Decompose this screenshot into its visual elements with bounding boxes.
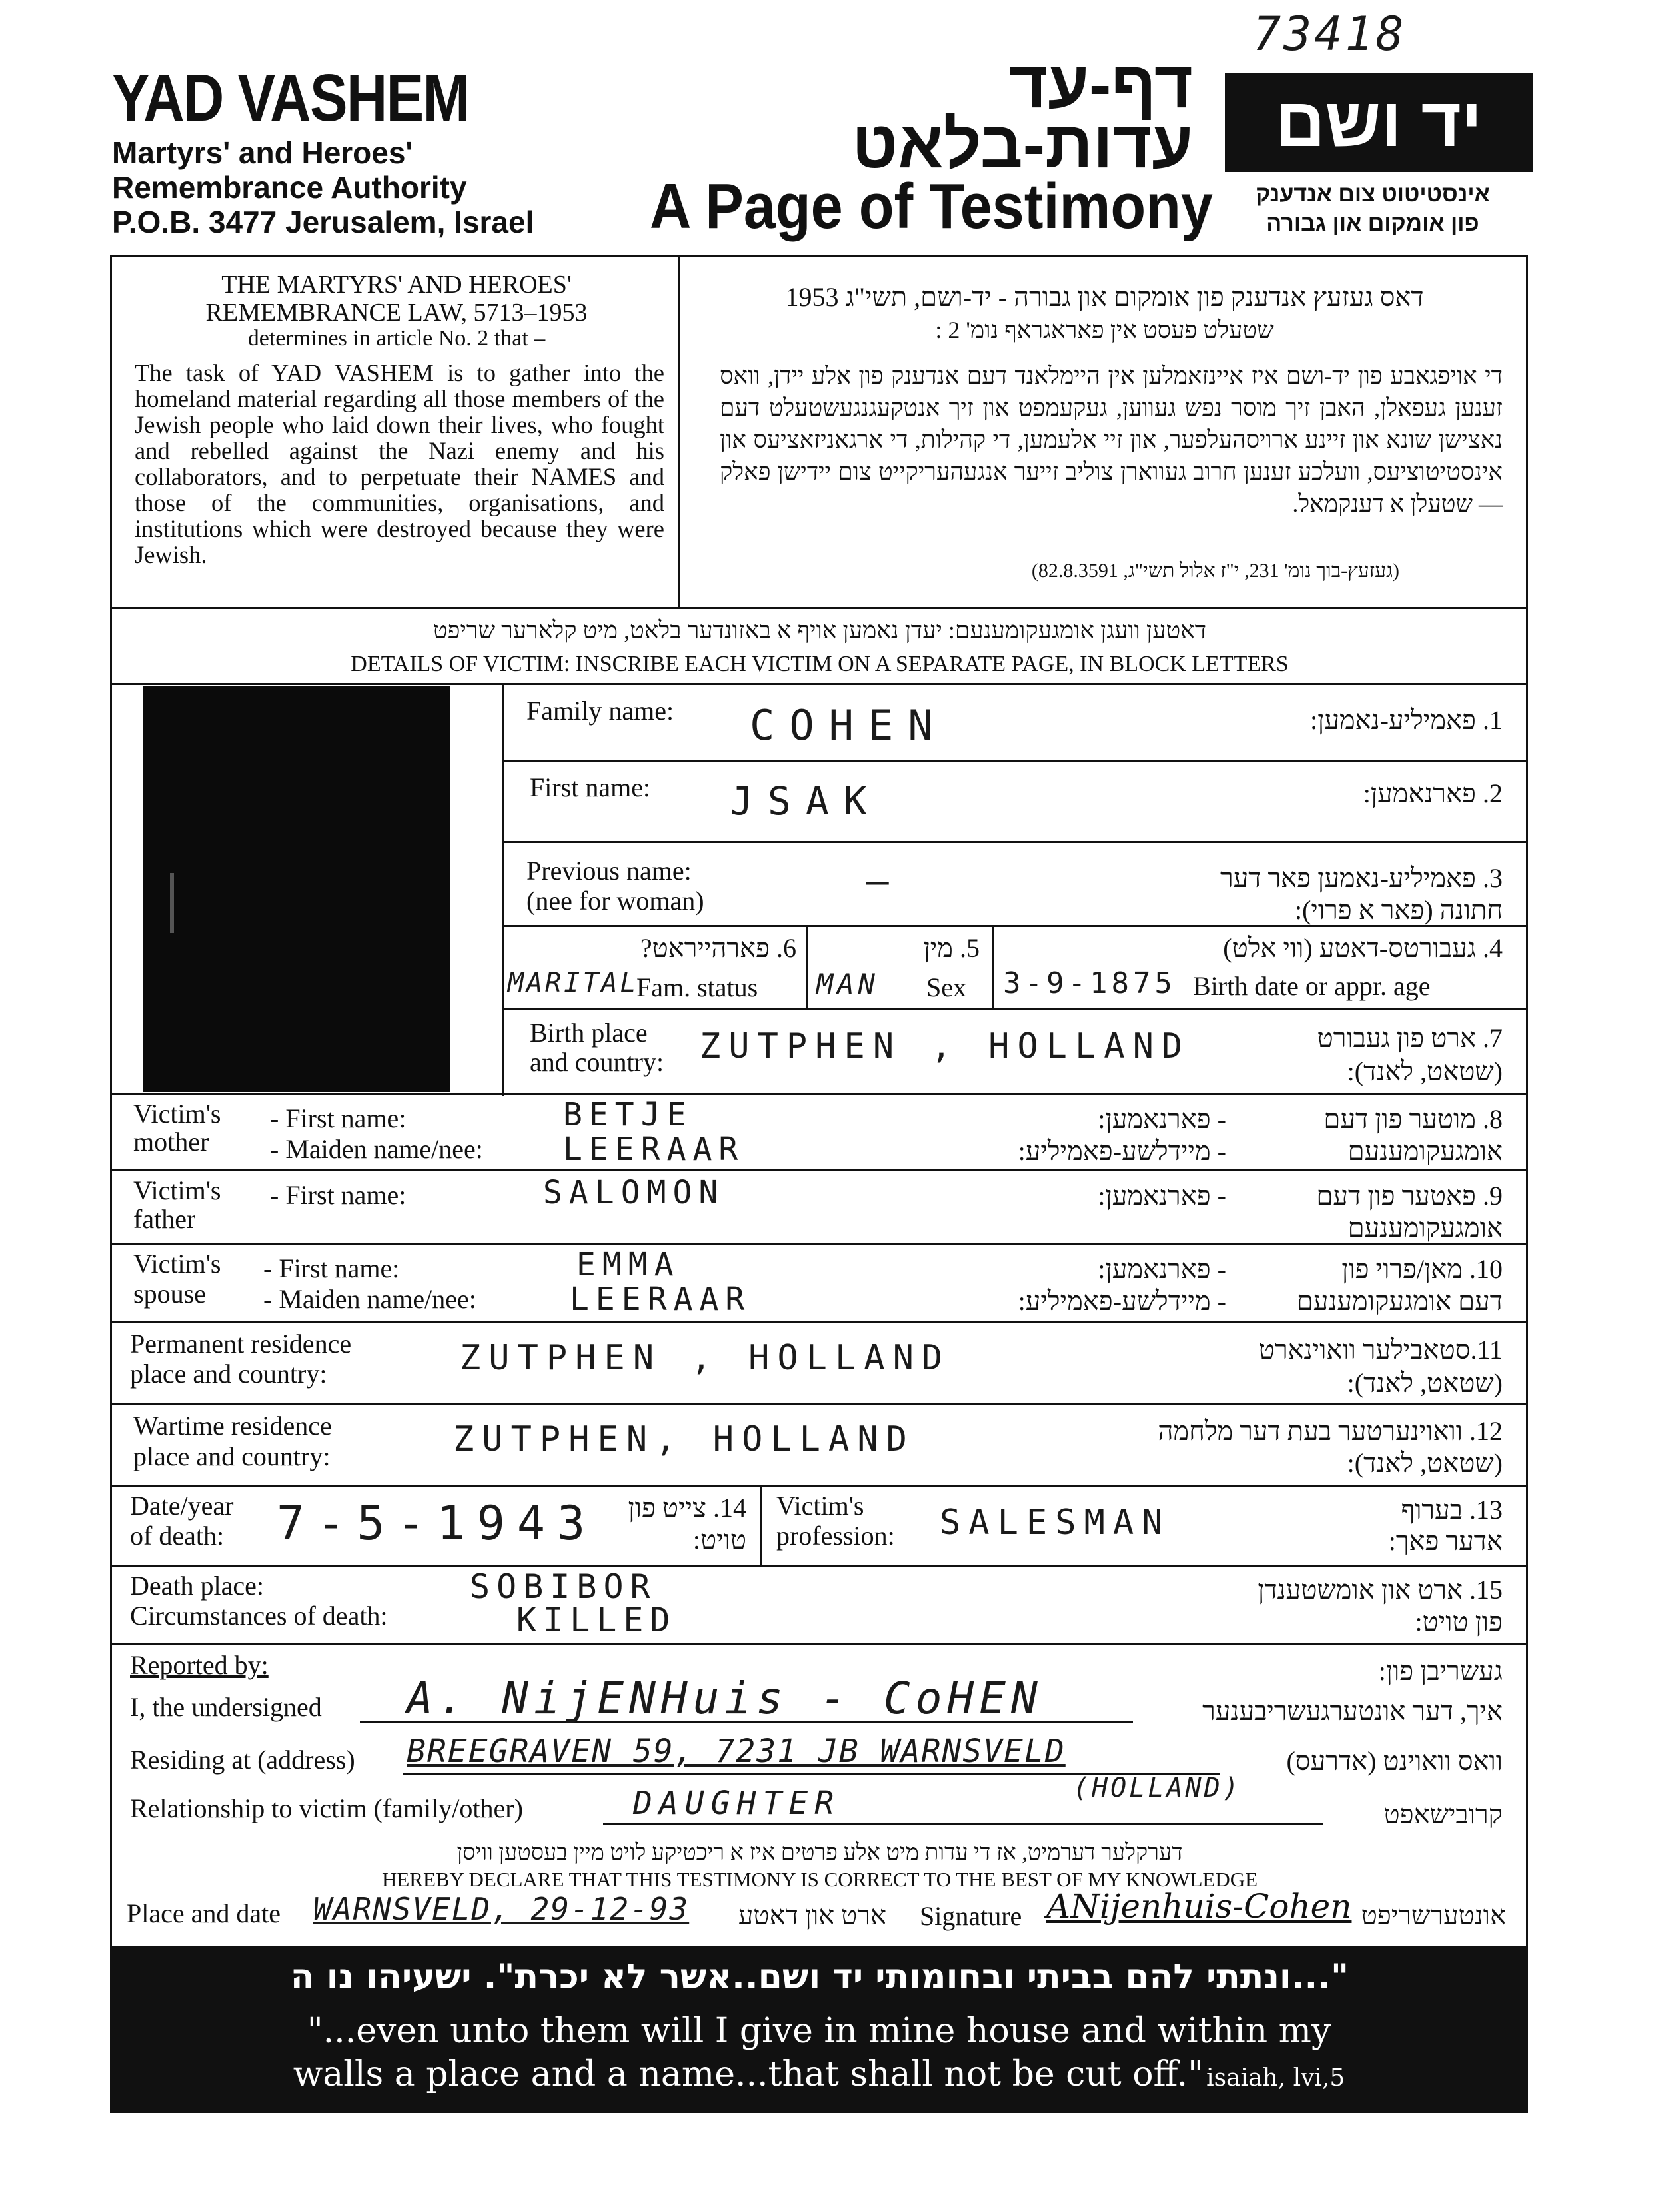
wartime-heb-1: 12. וואוינערטער בעת דער מלחמה	[1158, 1416, 1503, 1446]
law-yi-body: די אויפגאבע פון יד-ושם איז איינזאמלען אין היימלאנד דעם אנדענק פון אלע יידן, וואס זענען געפאלן, האבן זיך מוסר נפש געווען, געקעמפט און זיך אנטקעגנגעשטעלט דעם נאצישן שונא און זיינע ארויסהעלפער, און זיי אלעמען, די קהילות, די ארגאניזאציעס און אינסטיטוציעס, וועלכע זענען חרוב געווארן צוליב זייער אנגעהעריקייט צום יידישן פאלק — שטעלן א דענקמאל.	[720, 363, 1503, 517]
permanent-heb-2: (שטאט, לאנד):	[1347, 1368, 1503, 1398]
death-date-label-1: Date/year	[130, 1491, 234, 1521]
undersigned-value[interactable]: A. NijENHuis - CoHEN	[407, 1673, 1043, 1724]
law-yi-ref: (געזעץ-בוך נומ' 231, י"ז אלול תשי"ג, 82.8.3591)	[1031, 560, 1399, 582]
father-heb-2: אומגעקומענעם	[1347, 1213, 1503, 1243]
father-title-2: father	[133, 1204, 196, 1234]
sex-label: Sex	[926, 972, 966, 1002]
relation-label: Relationship to victim (family/other)	[130, 1793, 523, 1823]
undersigned-heb: איך, דער אונטערגעשריבענער	[1202, 1696, 1503, 1726]
spouse-title-1: Victim's	[133, 1249, 221, 1279]
death-place-value[interactable]: SOBIBOR	[470, 1567, 657, 1606]
family-name-label: Family name:	[526, 696, 674, 726]
spouse-heb-a: - פארנאמען:	[1098, 1254, 1226, 1284]
details-header-en: DETAILS OF VICTIM: INSCRIBE EACH VICTIM ON A SEPARATE PAGE, IN BLOCK LETTERS	[351, 652, 1289, 676]
mother-maiden-value[interactable]: LEERAAR	[563, 1131, 745, 1168]
father-title-1: Victim's	[133, 1175, 221, 1205]
profession-heb-2: אדער פאך:	[1388, 1526, 1503, 1556]
sex-value[interactable]: MAN	[816, 968, 879, 1000]
spouse-heb-1: 10. מאן/פרוי פון	[1341, 1254, 1503, 1284]
victim-photo	[143, 686, 450, 1092]
reported-by-heb: געשריבן פון:	[1378, 1656, 1503, 1686]
previous-name-value[interactable]: –	[866, 860, 896, 903]
father-first-value[interactable]: SALOMON	[543, 1174, 725, 1211]
logo-text: יד ושם	[1275, 84, 1483, 161]
reported-by-label: Reported by:	[130, 1650, 269, 1680]
mother-heb-1: 8. מוטער פון דעם	[1323, 1104, 1503, 1134]
death-date-heb-2: טויט:	[692, 1525, 746, 1555]
sex-heb: 5. מין	[923, 933, 980, 963]
signature-label: Signature	[920, 1901, 1022, 1931]
place-date-label: Place and date	[127, 1898, 281, 1928]
permanent-value[interactable]: ZUTPHEN , HOLLAND	[460, 1338, 951, 1378]
law-yi-title-2: שטעלט פעסט אין פאראגראף נומ' 2 :	[935, 317, 1274, 343]
birth-place-heb-1: 7. ארט פון געבורט	[1317, 1023, 1503, 1053]
address-value-2[interactable]: (HOLLAND)	[1073, 1773, 1242, 1803]
law-en-title-3: determines in article No. 2 that –	[247, 326, 546, 351]
birth-date-heb: 4. געבורטס-דאטע (ווי אלט)	[1223, 933, 1503, 963]
signature-value[interactable]: ANijenhuis-Cohen	[1046, 1887, 1352, 1926]
law-en-title-2: REMEMBRANCE LAW, 5713–1953	[205, 299, 588, 327]
spouse-label-2: - Maiden name/nee:	[263, 1284, 476, 1314]
permanent-label-2: place and country:	[130, 1359, 327, 1389]
org-subtitle-1: Martyrs' and Heroes'	[112, 135, 413, 170]
permanent-label-1: Permanent residence	[130, 1329, 352, 1359]
address-heb: וואס וואוינט (אדרעס)	[1286, 1746, 1503, 1776]
mother-heb-2: אומגעקומענעם	[1347, 1136, 1503, 1166]
org-address: P.O.B. 3477 Jerusalem, Israel	[112, 205, 534, 239]
org-title: YAD VASHEM	[112, 61, 469, 135]
mother-first-value[interactable]: BETJE	[563, 1096, 693, 1133]
law-en-body: The task of YAD VASHEM is to gather into the homeland material regarding all those members of the Jewish people who laid down their lives, who fought and rebelled against the Nazi enemy and his collaborators, and to perpetuate their NAMES and those of the communities, organisations, and institutions which were destroyed because they were Jewish.	[135, 359, 664, 568]
permanent-heb-1: 11.סטאבילער וואוינארט	[1258, 1335, 1503, 1365]
father-heb-a: - פארנאמען:	[1098, 1181, 1226, 1211]
father-label-1: - First name:	[270, 1180, 407, 1210]
family-name-value[interactable]: COHEN	[750, 701, 948, 750]
wartime-value[interactable]: ZUTPHEN, HOLLAND	[453, 1419, 915, 1459]
first-name-value[interactable]: JSAK	[730, 778, 882, 824]
declare-heb: דערקלער דערמיט, אז די עדות מיט אלע פרטים איז א ריכטיקע לויט מיין בעסטען וויסן	[456, 1840, 1183, 1865]
law-yi-title-1: דאס געזעץ אנדענק פון אומקום און גבורה - יד-ושם, תשי"ג 1953	[785, 282, 1424, 312]
wartime-heb-2: (שטאט, לאנד):	[1347, 1448, 1503, 1478]
org-subtitle-2: Remembrance Authority	[112, 170, 467, 205]
birth-date-label: Birth date or appr. age	[1193, 971, 1431, 1001]
mother-title-2: mother	[133, 1127, 209, 1157]
profession-label-2: profession:	[776, 1521, 895, 1551]
logo-subtitle-2: פון אומקום און גבורה	[1266, 211, 1479, 236]
previous-name-label-1: Previous name:	[526, 856, 692, 886]
family-name-heb: 1. פאמיליע-נאמען:	[1310, 705, 1503, 735]
footer-english-1: "...even unto them will I give in mine house and within my	[307, 2011, 1331, 2051]
spouse-label-1: - First name:	[263, 1253, 400, 1283]
footer-english-2: walls a place and a name...that shall not be cut off."	[293, 2054, 1204, 2094]
footer-english-ref: isaiah, lvi,5	[1206, 2064, 1345, 2092]
yiddish-title-2: עדות-בלאט	[852, 107, 1193, 182]
yiddish-title-1: דף-עד	[1008, 47, 1193, 122]
death-place-heb-1: 15. ארט און אומשטענדן	[1258, 1575, 1503, 1605]
wartime-label-1: Wartime residence	[133, 1411, 332, 1441]
address-label: Residing at (address)	[130, 1745, 355, 1775]
previous-name-label-2: (nee for woman)	[526, 886, 704, 916]
birth-place-value[interactable]: ZUTPHEN , HOLLAND	[700, 1026, 1191, 1066]
page-number: 73418	[1253, 7, 1407, 61]
logo-subtitle-1: אינסטיטוט צום אנדענק	[1256, 181, 1490, 207]
birth-place-label-1: Birth place	[530, 1018, 648, 1048]
death-place-label-1: Death place:	[130, 1571, 264, 1601]
birth-place-heb-2: (שטאט, לאנד):	[1347, 1056, 1503, 1086]
death-date-heb-1: 14. צייט פון	[628, 1493, 746, 1523]
place-date-value[interactable]: WARNSVELD, 29-12-93	[313, 1891, 690, 1927]
birth-place-label-2: and country:	[530, 1047, 664, 1077]
mother-label-1: - First name:	[270, 1103, 407, 1133]
profession-value[interactable]: SALESMAN	[940, 1503, 1171, 1543]
mother-title-1: Victim's	[133, 1099, 221, 1129]
previous-name-heb-2: חתונה (פאר א פרוי):	[1294, 895, 1503, 925]
marital-value[interactable]: MARITAL	[508, 968, 639, 998]
profession-heb-1: 13. בערוף	[1401, 1495, 1503, 1525]
place-date-heb: ארט און דאטע	[738, 1900, 886, 1930]
relation-heb: קרובישאפט	[1383, 1799, 1503, 1829]
mother-label-2: - Maiden name/nee:	[270, 1134, 483, 1164]
footer-banner	[110, 1948, 1528, 2113]
birth-date-value[interactable]: 3-9-1875	[1003, 966, 1176, 1000]
declare-en: HEREBY DECLARE THAT THIS TESTIMONY IS CORRECT TO THE BEST OF MY KNOWLEDGE	[381, 1868, 1258, 1891]
yad-vashem-logo	[1225, 73, 1533, 172]
footer-hebrew: "...ונתתי להם בביתי ובחומותי יד ושם..אשר לא יכרת". ישעיהו נו ה	[290, 1957, 1349, 1997]
spouse-title-2: spouse	[133, 1279, 206, 1309]
mother-heb-a: - פארנאמען:	[1098, 1104, 1226, 1134]
profession-label-1: Victim's	[776, 1491, 864, 1521]
father-heb-1: 9. פאטער פון דעם	[1316, 1181, 1503, 1211]
spouse-first-value[interactable]: EMMA	[576, 1246, 680, 1283]
death-date-label-2: of death:	[130, 1521, 225, 1551]
wartime-label-2: place and country:	[133, 1441, 331, 1471]
undersigned-label: I, the undersigned	[130, 1692, 322, 1722]
death-circumstances-value[interactable]: KILLED	[516, 1601, 677, 1639]
law-en-title-1: THE MARTYRS' AND HEROES'	[221, 271, 572, 299]
relation-value[interactable]: DAUGHTER	[633, 1785, 841, 1822]
english-title: A Page of Testimony	[650, 171, 1213, 242]
details-header-yi: דאטען וועגן אומגעקומענעם: יעדן נאמען אויף א באזונדער בלאט, מיט קלארער שריפט	[432, 617, 1207, 644]
death-place-label-2: Circumstances of death:	[130, 1601, 388, 1631]
spouse-heb-2: דעם אומגעקומענעם	[1296, 1286, 1503, 1316]
spouse-heb-b: - מיידלשע-פאמיליע:	[1018, 1286, 1226, 1316]
first-name-label: First name:	[530, 772, 651, 802]
previous-name-heb-1: 3. פאמיליע-נאמען פאר דער	[1220, 863, 1503, 893]
first-name-heb: 2. פארנאמען:	[1363, 778, 1503, 808]
marital-label: Fam. status	[636, 972, 758, 1002]
mother-heb-b: - מיידלשע-פאמיליע:	[1018, 1136, 1226, 1166]
signature-heb: אונטערשריפט	[1361, 1900, 1506, 1930]
address-value[interactable]: BREEGRAVEN 59, 7231 JB WARNSVELD	[407, 1733, 1066, 1770]
death-date-value[interactable]: 7-5-1943	[277, 1496, 598, 1551]
marital-heb: 6. פארהייראט?	[640, 933, 796, 963]
death-place-heb-2: פון טויט:	[1415, 1607, 1503, 1637]
spouse-maiden-value[interactable]: LEERAAR	[570, 1281, 752, 1318]
